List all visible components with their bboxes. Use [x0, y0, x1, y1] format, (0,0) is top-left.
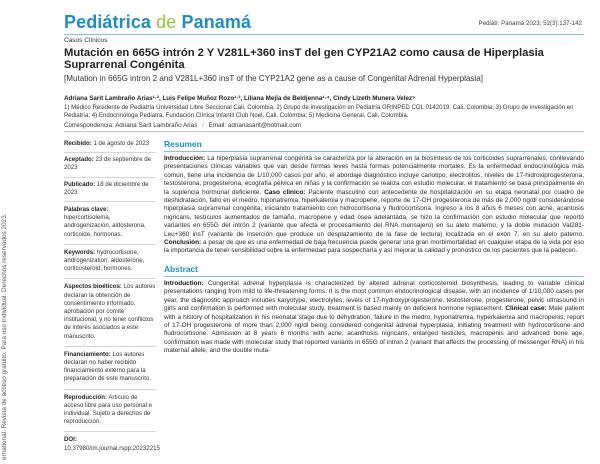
meta-keywords-es-label: Palabras clave: [64, 206, 109, 214]
author-affiliations: 1) Médico Residente de Pediatría Universidad Libre Seccional Cali, Colombia; 2) Grupo de investigación en Pediatría GRINPED COL 0142019, Cali, Colombia; 3) Grupo de investigación en Pediatría; 4) Endocrinóloga Pediatra, Fundación Clínica Infantil Club Noel, Cali, Colombia; 5) Medicina General, Cali, Colombia. [64, 104, 574, 119]
abstract-body [164, 280, 584, 356]
abstract-heading: Abstract [164, 264, 584, 277]
meta-reproduction-value: Artículo de acceso libre para uso personal e individual. Sujeto a derechos de reproducción. [64, 393, 153, 426]
resumen-case-label: Caso clínico: [264, 188, 306, 196]
meta-ethics-label: Aspectos bioéticos: [64, 283, 122, 291]
abstract-intro-label: Introduction: [164, 279, 204, 287]
meta-published [64, 178, 156, 202]
resumen-intro-label: Introducción: [164, 155, 206, 162]
meta-funding-value: Los autores declaran no haber recibido financiamiento externo para la preparación de este manuscrito. [64, 350, 152, 383]
article-metadata-column [64, 137, 160, 458]
meta-received [64, 137, 156, 153]
meta-received-value: 1 de agosto de 2023 [93, 140, 150, 147]
vertical-rights-text: ernational. Revista de acceso gratuito. Para uso individual. Derechos reservados 2023. [1, 213, 8, 460]
correspondence-author: Correspondencia: Adriana Sarit Lambraño Arias [64, 122, 198, 129]
meta-reproduction-label: Reproducción: [64, 393, 107, 401]
meta-funding-label: Financiamiento: [64, 350, 111, 358]
article-title-spanish: Mutación en 665G intrón 2 Y V281L+360 insT del gen CYP21A2 como causa de Hiperplasia Suprarrenal Congénita [64, 47, 544, 72]
vertical-rights-strip [0, 0, 24, 464]
meta-published-label: Publicado: [64, 180, 96, 188]
resumen-body [164, 155, 584, 256]
section-label: Casos Clínicos [64, 37, 108, 44]
resumen-intro-text: La hiperplasia suprarrenal congénita se caracteriza por la alteración en la biosíntesis de los corticoides suprarrenales, conllevando presentaciones clínicas variables que van desde formas leves hasta formas potencialmente mortales. Es la enfermedad endocrinológica más común, tiene una incidencia de 1/10,000 casos por año, el abordaje diagnóstico incluye cariotipo, electrolitos, niveles de 17-hidroxiprogesterona, testosterona, progesterona, ecografía pélvica en niñas y la confirmación se realiza con estudio molecular, el tratamiento se basa principalmente en la suplencia hormonal deficiente. [164, 155, 584, 196]
meta-keywords-en-label: Keywords: [64, 248, 96, 256]
abstract-case-text: Male patient with a history of hospitalization in his neonatal stage due to dehydration, failure in the medro, hyponatremia, hyperkalemia and macropenis, report of 17-OH progesterone of more than 2,000 ng/dl being considered congenital adrenal hyperplasia, initiating treatment with hydrocortisone and fludrocortisone. Admission at 8 years 6 months with acne, acanthosis nigricans, enlarged testicles, macropenis and advanced bone age, confirmation was made with molecular study that reported variants in 655G of intron 2 (variant that affects the processing of messenger RNA) in his maternal allele, and the double muta- [164, 305, 584, 355]
meta-received-label: Recibido: [64, 140, 92, 147]
meta-accepted-value: 23 de septiembre de 2023 [64, 156, 152, 172]
meta-doi [64, 432, 160, 457]
meta-accepted-label: Aceptado: [64, 156, 94, 164]
resumen-case-text: Paciente masculino con antecedente de hospitalización en su etapa neonatal por cuadro de deshidratación, fallo en el medro, hiponatremia, hiperkalemia y macropene, reporte de 17-OH progesterona de más de 2,000 ng/dl considerándose hiperplasia suprarrenal congénita, iniciando tratamiento con hidrocortisona y fludrocortisona. Ingreso a los 8 años 6 meses con acné, acantosis nigricans, testículos aumentados de tamaño, macropene y edad ósea adelantada, se hizo la confirmación con estudio molecular que reportó variantes en 655G del intrón 2 (variante que afecta el procesamiento del RNA mensajero) en su alelo materno, y la doble mutación Val281-Leu+360 insT (variante de inserción que produce un desplazamiento de la fase de lectura) localizada en el exón 7, en su alelo paterno. [164, 188, 584, 238]
abstract-case-label: Clinical case: [505, 305, 547, 313]
abstract-intro-text: Congenital adrenal hyperplasia is characterized by altered adrenal corticosteroid biosynthesis, leading to variable clinical presentations ranging from mild to life-threatening forms. It is the most common endocrinological disease, with an incidence of 1/10,000 cases per year, the diagnostic approach includes karyotype, electrolytes, levels of 17-hydroxyprogesterone, testosterone, progesterone, pelvic ultrasound in girls and confirmation is performed with molecular study, treatment is based mainly on deficient hormone replacement. [164, 279, 585, 313]
journal-citation: Pediátr. Panamá 2023; 52(3):137-142 [478, 20, 582, 27]
brand-word-de: de [156, 12, 177, 32]
brand-word-pediatrica: Pediátrica [64, 12, 152, 32]
resumen-conclusion-label: Conclusión: [164, 239, 202, 247]
meta-doi-label: DOI: [64, 436, 77, 444]
header-divider [64, 34, 584, 35]
correspondence-line [64, 122, 584, 129]
meta-keywords-es [64, 202, 156, 245]
correspondence-divider [64, 131, 584, 132]
meta-published-value: 18 de diciembre de 2023 [64, 180, 149, 196]
meta-ethics [64, 279, 156, 346]
abstract-column [164, 139, 584, 356]
resumen-conclusion-text: a pesar de que es una enfermedad de baja frecuencia puede generar una gran morbimortalidad en cualquier etapa de la vida por eso la importancia de tener sensibilidad sobre la enfermedad para sospecharla y así mejorar la calidad y pronóstico de los pacientes que la padecen. [164, 239, 584, 255]
meta-funding [64, 347, 156, 390]
correspondence-separator: / [202, 122, 204, 129]
meta-keywords-es-value: hipercortisolema, androgenización, aldosterona, corticoide, hormonas. [64, 214, 146, 238]
author-list: Adriana Sarit Lambraño Arias¹·², Luis Felipe Muñoz Rozo¹·³, Liliana Mejía de Beldjenna¹·⁴, Cindy Lizeth Munera Velez⁵ [64, 95, 416, 102]
resumen-heading: Resumen [164, 139, 584, 152]
correspondence-email[interactable]: Email: adrianasarit@hotmail.com [208, 122, 302, 129]
meta-keywords-en [64, 245, 156, 280]
meta-ethics-value: Los autores declaran la obtención de consentimiento informado, aprobación por comité institucional, y no tener conflictos de interés asociados a este manuscrito. [64, 283, 156, 340]
journal-brand [64, 12, 251, 33]
meta-accepted [64, 153, 156, 177]
meta-reproduction [64, 390, 156, 433]
brand-word-panama: Panamá [181, 12, 252, 32]
meta-doi-value[interactable]: 10.37980/im.journal.rspp.20232215 [64, 444, 160, 452]
meta-keywords-en-value: hydrocortisone, androgenization, aldosterone, corticosteroid, hormones. [64, 248, 145, 273]
article-title-english: [Mutation in 665G intron 2 and V281L+360 insT of the CYP21A2 gene as a cause of Congenital Adrenal Hyperplasia] [64, 74, 483, 83]
